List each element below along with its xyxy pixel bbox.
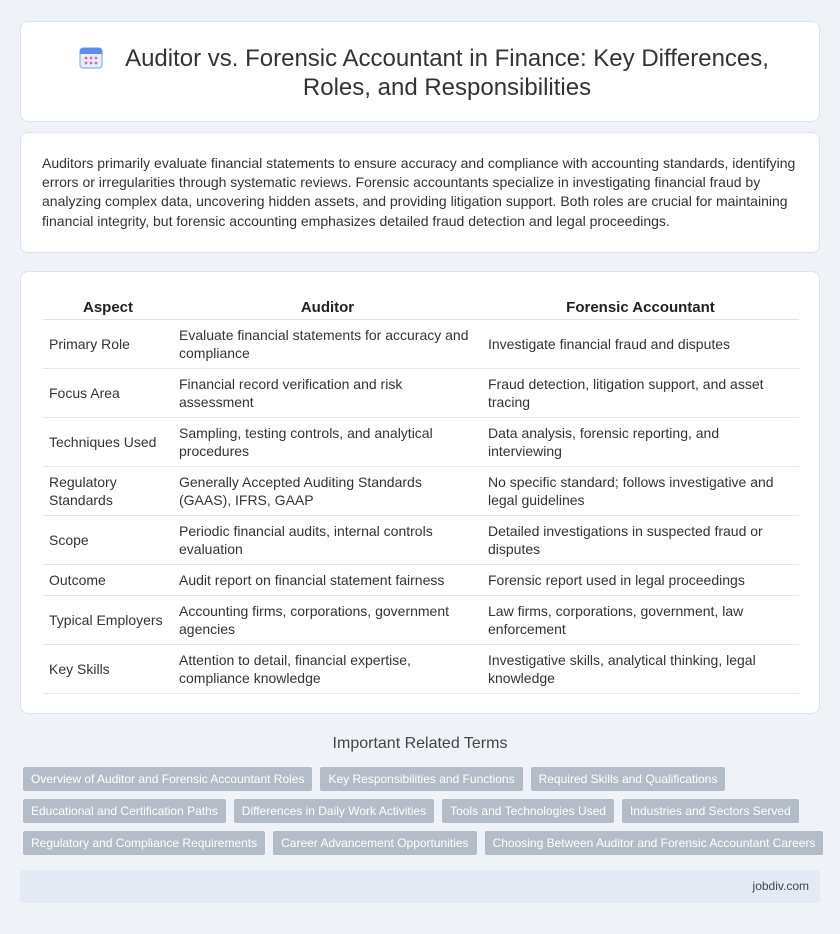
cell-auditor: Periodic financial audits, internal controls evaluation xyxy=(173,515,482,564)
related-term-link[interactable]: Career Advancement Opportunities xyxy=(273,831,476,855)
table-row xyxy=(43,515,799,564)
cell-forensic: Data analysis, forensic reporting, and interviewing xyxy=(482,417,799,466)
cell-auditor: Generally Accepted Auditing Standards (GAAS), IFRS, GAAP xyxy=(173,466,482,515)
cell-aspect: Scope xyxy=(43,515,173,564)
header-forensic-accountant: Forensic Accountant xyxy=(482,296,799,319)
table-row xyxy=(43,644,799,693)
cell-aspect: Key Skills xyxy=(43,644,173,693)
cell-forensic: Forensic report used in legal proceedings xyxy=(482,564,799,595)
related-term-link[interactable]: Choosing Between Auditor and Forensic Accountant Careers xyxy=(485,831,824,855)
cell-aspect: Regulatory Standards xyxy=(43,466,173,515)
table-row xyxy=(43,564,799,595)
related-term-link[interactable]: Required Skills and Qualifications xyxy=(531,767,726,791)
table-row xyxy=(43,595,799,644)
intro-card xyxy=(20,132,820,253)
footer xyxy=(20,870,820,903)
footer-site-link[interactable]: jobdiv.com xyxy=(752,879,809,893)
related-term-link[interactable]: Regulatory and Compliance Requirements xyxy=(23,831,265,855)
cell-forensic: Detailed investigations in suspected fraud or disputes xyxy=(482,515,799,564)
related-terms-list xyxy=(23,767,823,863)
table-row xyxy=(43,466,799,515)
cell-aspect: Focus Area xyxy=(43,368,173,417)
table-row xyxy=(43,368,799,417)
cell-forensic: Law firms, corporations, government, law enforcement xyxy=(482,595,799,644)
related-term-link[interactable]: Overview of Auditor and Forensic Accountant Roles xyxy=(23,767,312,791)
cell-forensic: Investigate financial fraud and disputes xyxy=(482,319,799,368)
related-term-link[interactable]: Industries and Sectors Served xyxy=(622,799,799,823)
tag-row xyxy=(23,831,823,855)
cell-forensic: No specific standard; follows investigative and legal guidelines xyxy=(482,466,799,515)
related-term-link[interactable]: Differences in Daily Work Activities xyxy=(234,799,434,823)
cell-auditor: Accounting firms, corporations, government agencies xyxy=(173,595,482,644)
related-term-link[interactable]: Tools and Technologies Used xyxy=(442,799,614,823)
tag-row xyxy=(23,767,823,791)
header-aspect: Aspect xyxy=(43,296,173,319)
header-auditor: Auditor xyxy=(173,296,482,319)
cell-forensic: Investigative skills, analytical thinking, legal knowledge xyxy=(482,644,799,693)
cell-auditor: Financial record verification and risk assessment xyxy=(173,368,482,417)
cell-forensic: Fraud detection, litigation support, and asset tracing xyxy=(482,368,799,417)
intro-paragraph: Auditors primarily evaluate financial statements to ensure accuracy and compliance with accounting standards, identifying errors or irregularities through systematic reviews. Forensic accountants specialize in investigating financial fraud by analyzing complex data, uncovering hidden assets, and providing litigation support. Both roles are crucial for maintaining financial integrity, but forensic accounting emphasizes detailed fraud detection and legal proceedings. xyxy=(42,155,796,229)
table-header-row xyxy=(43,296,799,319)
cell-aspect: Techniques Used xyxy=(43,417,173,466)
cell-auditor: Evaluate financial statements for accuracy and compliance xyxy=(173,319,482,368)
tag-row xyxy=(23,799,823,823)
cell-auditor: Audit report on financial statement fairness xyxy=(173,564,482,595)
page-title: Auditor vs. Forensic Accountant in Finance: Key Differences, Roles, and Responsibilities xyxy=(125,45,769,101)
related-term-link[interactable]: Educational and Certification Paths xyxy=(23,799,226,823)
comparison-card xyxy=(20,271,820,714)
table-row xyxy=(43,319,799,368)
cell-auditor: Sampling, testing controls, and analytical procedures xyxy=(173,417,482,466)
title-card xyxy=(20,21,820,122)
cell-aspect: Outcome xyxy=(43,564,173,595)
cell-aspect: Primary Role xyxy=(43,319,173,368)
comparison-table xyxy=(43,296,799,694)
cell-auditor: Attention to detail, financial expertise, compliance knowledge xyxy=(173,644,482,693)
related-term-link[interactable]: Key Responsibilities and Functions xyxy=(320,767,522,791)
table-row xyxy=(43,417,799,466)
related-terms-title: Important Related Terms xyxy=(332,735,508,752)
cell-aspect: Typical Employers xyxy=(43,595,173,644)
